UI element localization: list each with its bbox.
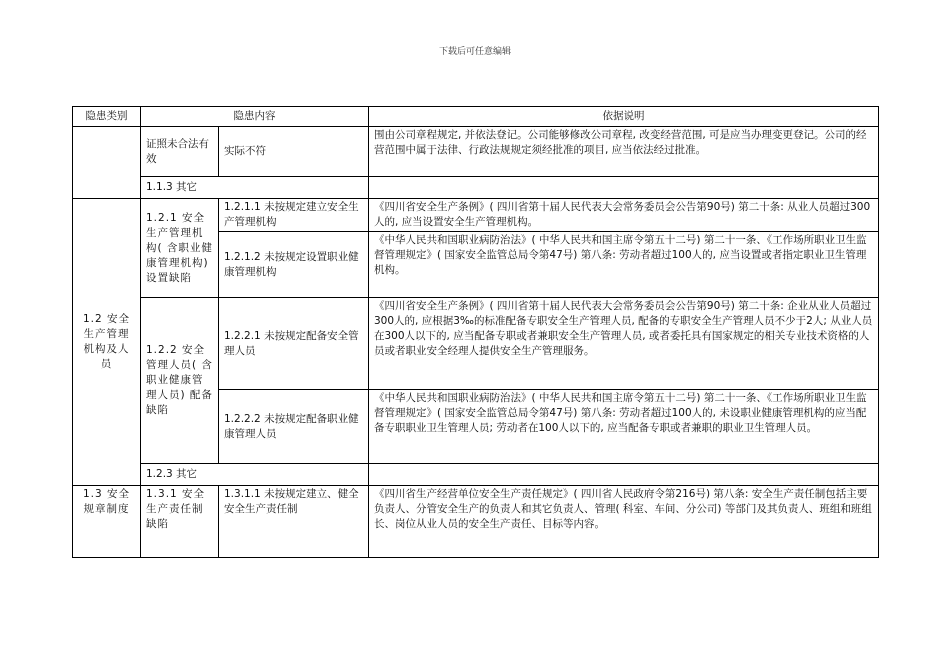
content-cell: 1.1.3 其它 <box>141 177 369 199</box>
item-cell: 1.2.2.1 未按规定配备安全管理人员 <box>219 298 369 390</box>
item-cell: 1.3.1.1 未按规定建立、健全安全生产责任制 <box>219 486 369 558</box>
table-row <box>73 464 879 486</box>
content-cell: 1.2.3 其它 <box>141 464 369 486</box>
item-cell: 1.2.1.2 未按规定设置职业健康管理机构 <box>219 232 369 298</box>
basis-cell-empty <box>369 464 879 486</box>
basis-cell: 围由公司章程规定, 并依法登记。公司能够修改公司章程, 改变经营范围, 可是应当办理变更登记。公司的经营范围中属于法律、行政法规规定须经批准的项目, 应当依法经过批准。 <box>369 127 879 177</box>
category-cell: 1.3 安全规章制度 <box>73 486 141 558</box>
basis-cell: 《中华人民共和国职业病防治法》( 中华人民共和国主席令第五十二号) 第二十一条、《工作场所职业卫生监督管理规定》( 国家安全监管总局令第47号) 第八条: 劳动者超过100人的, 未设职业健康管理机构的应当配备专职职业卫生管理人员; 劳动者在100人以下的, 应当配备专职或者兼职的职业卫生管理人员。 <box>369 390 879 464</box>
basis-cell-empty <box>369 177 879 199</box>
subcategory-cell: 1.3.1 安全生产责任制缺陷 <box>141 486 219 558</box>
content-cell: 实际不符 <box>219 127 369 177</box>
table-header-row <box>73 107 879 127</box>
basis-cell: 《四川省生产经营单位安全生产责任规定》( 四川省人民政府令第216号) 第八条: 安全生产责任制包括主要负责人、分管安全生产的负责人和其它负责人、管理( 科室、车间、分公司) 等部门及其负责人、班组和班组长、岗位从业人员的安全生产责任、目标等内容。 <box>369 486 879 558</box>
table-row <box>73 298 879 390</box>
basis-cell: 《四川省安全生产条例》( 四川省第十届人民代表大会常务委员会公告第90号) 第二十条: 企业从业人员超过300人的, 应根据3‰的标准配备专职安全生产管理人员, 配备的专职安全生产管理人员不少于2人; 从业人员在300人以下的, 应当配备专职或者兼职安全生产管理人员, 或者委托具有国家规定的相关专业技术资格的人员或者职业安全经理人提供安全生产管理服务。 <box>369 298 879 390</box>
category-cell: 1.2 安全生产管理机构及人员 <box>73 199 141 486</box>
basis-cell: 《中华人民共和国职业病防治法》( 中华人民共和国主席令第五十二号) 第二十一条、《工作场所职业卫生监督管理规定》( 国家安全监管总局令第47号) 第八条: 劳动者超过100人的, 应当设置或者指定职业卫生管理机构。 <box>369 232 879 298</box>
table-row <box>73 177 879 199</box>
col-header-content: 隐患内容 <box>141 107 369 127</box>
table-row <box>73 127 879 177</box>
page-header: 下载后可任意编辑 <box>438 47 511 57</box>
subcategory-cell: 1.2.1 安全生产管理机构( 含职业健康管理机构) 设置缺陷 <box>141 199 219 298</box>
item-cell: 1.2.1.1 未按规定建立安全生产管理机构 <box>219 199 369 232</box>
category-cell-empty <box>73 127 141 199</box>
col-header-basis: 依据说明 <box>369 107 879 127</box>
hazard-table <box>72 106 879 558</box>
col-header-category: 隐患类别 <box>73 107 141 127</box>
basis-cell: 《四川省安全生产条例》( 四川省第十届人民代表大会常务委员会公告第90号) 第二十条: 从业人员超过300人的, 应当设置安全生产管理机构。 <box>369 199 879 232</box>
subcategory-cell: 1.2.2 安全管理人员( 含职业健康管理人员) 配备缺陷 <box>141 298 219 464</box>
table-row <box>73 199 879 232</box>
content-cell: 证照未合法有效 <box>141 127 219 177</box>
table-row <box>73 486 879 558</box>
item-cell: 1.2.2.2 未按规定配备职业健康管理人员 <box>219 390 369 464</box>
